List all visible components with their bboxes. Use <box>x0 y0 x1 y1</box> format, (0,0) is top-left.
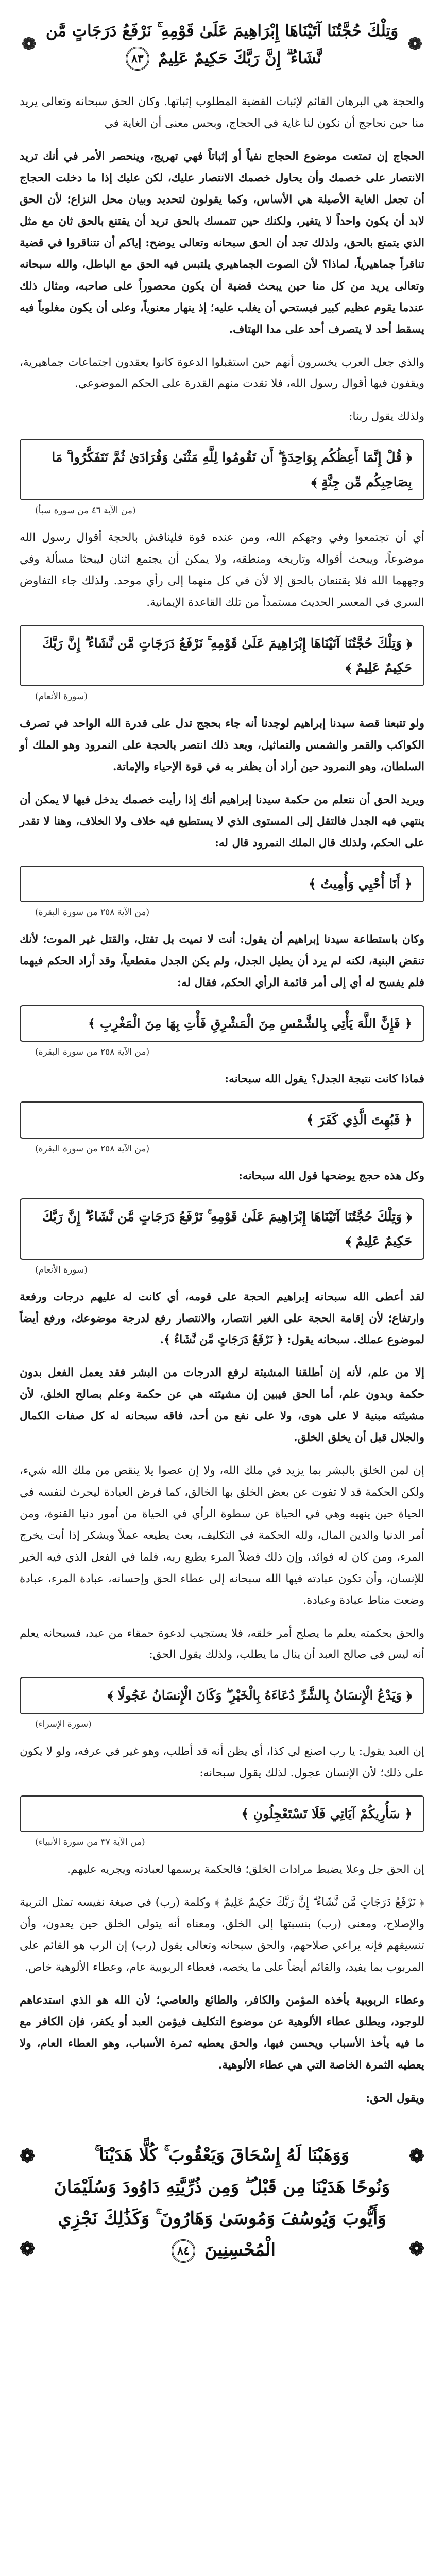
final-verse-line <box>50 2234 394 2266</box>
paragraph: الحجاج إن تمتعت موضوع الحجاج نفياً أو إثباتاً فهي تهريج، وينحصر الأمر في أنك تريد الانتصار على خصمك وأن يحاول خصمك الانتصار عليك، لكن عليك إذا ما دخلت الحجاج أن تجعل الغاية الأصيلة هي الأساس، وكما يقولون لتحديد وبيان محل النزاع؛ لأن الحق لابد أن يكون واحداً لا يتغير، ولكنك حين تتمسك بالحق تريد أن يقتنع بالحق ثان مع مثل الذي يتمتع بالحق، ولذلك تجد أن الحق سبحانه وتعالى يوضح: إياكم أن تتناقروا في قضية تناقراً جماهيرياً، لماذا؟ لأن الصوت الجماهيري يلتبس فيه الحق مع الباطل، والله سبحانه وتعالى يريد من كل منا حين يبحث قضية أن يكون محصوراً على صاحبه، ومثال ذلك عندما يقوم عظيم كبير فيستحي أن يغلب عليه؛ إذ ينهار معنوياً، وعلى أن يكون مغلوباً فيه يسقط أحد لا يتصرف أحد على مدا الهتاف. <box>20 150 424 336</box>
header-verse-text: وَتِلْكَ حُجَّتُنَا آتَيْنَاهَا إِبْرَاهِيمَ عَلَىٰ قَوْمِهِ ۚ نَرْفَعُ دَرَجَاتٍ مَّن نَّشَاءُ ۗ إِنَّ رَبَّكَ حَكِيمٌ عَلِيمٌ <box>45 22 399 67</box>
verse-reference: (من الآية ٤٦ من سورة سبأ) <box>35 505 136 516</box>
paragraph: ويريد الحق أن نتعلم من حكمة سيدنا إبراهيم أنك إذا رأيت خصمك يدخل فيها لا يمكن أن ينتهي فيه الجدل فالتقل إلى المستوى الذي لا يستطيع فيه خلاف ولا الخلاف، وهنا لا تقدر على الحكم، ولذلك قال الملك النمرود قال له: <box>20 793 424 850</box>
paragraph: ولذلك يقول ربنا: <box>349 410 424 423</box>
paragraph: والذي جعل العرب يخسرون أنهم حين استقبلوا الدعوة كانوا يعقدون اجتماعات جماهيرية، ويقفون فيها أقوال رسول الله، فلا تقدت منهم القدرة على الحكم الموضوعي. <box>20 355 424 391</box>
paragraph: أي أن تجتمعوا وفي وجهكم الله، ومن عنده قوة فليناقش بالحجة أقوال رسول الله موضوعاً، ويبحث أقواله وتاريخه ومنطقه، ولا يمكن أن يجتمع اثنان ليبحثا مسألة وفي وجههما الله فلا يقتنعان بالحق إلا لأن في كل منهما إلى رأي موحد. ولذلك جاء التفاوض السري في المعسر الحديث مستمداً من تلك القاعدة الإيمانية. <box>20 531 424 609</box>
ayah-number-badge: ٨٤ <box>172 2239 195 2263</box>
page <box>20 10 424 2576</box>
verse-reference: (من الآية ٢٥٨ من سورة البقرة) <box>35 1143 150 1154</box>
quran-quote: ﴿ فَإِنَّ اللَّهَ يَأْتِي بِالشَّمْسِ مِنَ الْمَشْرِقِ فَأْتِ بِهَا مِنَ الْمَغْرِبِ ﴾ <box>20 1005 424 1042</box>
paragraph: ويقول الحق: <box>366 2091 424 2105</box>
header-verse <box>20 10 424 79</box>
quran-quote: ﴿ وَتِلْكَ حُجَّتُنَا آتَيْنَاهَا إِبْرَاهِيمَ عَلَىٰ قَوْمِهِ ۚ نَرْفَعُ دَرَجَاتٍ مَّن نَّشَاءُ ۗ إِنَّ رَبَّكَ حَكِيمٌ عَلِيمٌ ﴾ <box>20 1198 424 1260</box>
final-verse <box>20 2129 424 2276</box>
final-verse-line: وَنُوحًا هَدَيْنَا مِن قَبْلُ ۖ وَمِن ذُرِّيَّتِهِ دَاوُودَ وَسُلَيْمَانَ <box>54 2176 390 2197</box>
verse-reference: (سورة الأنعام) <box>35 1264 88 1275</box>
final-verse-line: وَأَيُّوبَ وَيُوسُفَ وَمُوسَىٰ وَهَارُونَ ۚ وَكَذَٰلِكَ نَجْزِي <box>58 2208 386 2229</box>
ayah-number-badge: ٨٣ <box>126 47 149 71</box>
paragraph: وكان باستطاعة سيدنا إبراهيم أن يقول: أنت لا تميت بل تقتل، والقتل غير الموت؛ لأنك تنقض البنية، لكنه لم يرد أن يطيل الجدل، ولم يكن الجدل مقطعياً، وقد أراد الحكم فيهما فلم يفسح له أي إلى أمر قائمة الرأي الحكم، فقال له: <box>20 933 424 989</box>
quran-quote: ﴿ وَيَدْعُ الْإِنسَانُ بِالشَّرِّ دُعَاءَهُ بِالْخَيْرِ ۖ وَكَانَ الْإِنسَانُ عَجُولًا ﴾ <box>20 1677 424 1714</box>
paragraph: إن العبد يقول: يا رب اصنع لي كذا، أي يظن أنه قد أطلب، وهو غير في عرفه، ولو لا يكون على ذلك؛ لأن الإنسان عجول. لذلك يقول سبحانه: <box>20 1744 424 1780</box>
paragraph: والحق بحكمته يعلم ما يصلح أمر خلقه، فلا يستجيب لدعوة حمقاء من عبد، فسبحانه يعلم أنه ليس في صالح العبد أن ينال ما يطلب، ولذلك يقول الحق: <box>20 1626 424 1662</box>
ornament-icon: ❁ <box>20 2145 36 2167</box>
paragraph: ولو تتبعنا قصة سيدنا إبراهيم لوجدنا أنه جاء بحجج تدل على قدرة الله الواحد في تصرف الكواكب والقمر والشمس والتماثيل، وبعد ذلك انتصر بالحجة على النمرود وهو الملك أو السلطان، وهو النمرود حين أراد أن يظفر به في قوة الإحياء والإماتة. <box>20 717 424 773</box>
paragraph: وكل هذه حجج يوضحها قول الله سبحانه: <box>238 1169 424 1182</box>
verse-reference: (من الآية ٢٥٨ من سورة البقرة) <box>35 1047 150 1058</box>
quran-quote: ﴿ سَأُرِيكُمْ آيَاتِي فَلَا تَسْتَعْجِلُونِ ﴾ <box>20 1795 424 1833</box>
verse-reference: (من الآية ٣٧ من سورة الأنبياء) <box>35 1837 145 1848</box>
paragraph: لقد أعطى الله سبحانه إبراهيم الحجة على قومه، أي كانت له عليهم درجات ورفعة وارتفاع؛ لأن إقامة الحجة على الغير انتصار، والانتصار رفع لدرجة موضوعك، ورفع أيضاً لموضوع عملك. سبحانه يقول: ﴿ نَرْفَعُ دَرَجَاتٍ مَّن نَّشَاءُ ﴾. <box>20 1290 424 1347</box>
final-verse-line: وَوَهَبْنَا لَهُ إِسْحَاقَ وَيَعْقُوبَ ۚ كُلًّا هَدَيْنَا ۚ <box>94 2145 350 2166</box>
quran-quote: ﴿ قُلْ إِنَّمَا أَعِظُكُم بِوَاحِدَةٍ ۖ أَن تَقُومُوا لِلَّهِ مَثْنَىٰ وَفُرَادَىٰ ثُمَّ تَتَفَكَّرُوا ۚ مَا بِصَاحِبِكُم مِّن جِنَّةٍ ﴾ <box>20 439 424 500</box>
final-verse-last-word: الْمُحْسِنِينَ <box>204 2239 276 2260</box>
verse-reference: (سورة الأنعام) <box>35 691 88 702</box>
paragraph: إلا من علم، لأنه إن أطلقنا المشيئة لرفع الدرجات من البشر فقد يعمل الفعل بدون حكمة وبدون علم، أما الحق فيبين إن مشيئته هي عن حكمة وعلم بصالح الخلق، لأن مشيئته مبنية لا على هوى، ولا على نفع من أحد، فاقه سبحانه له كل صفات الكمال والجلال قبل أن يخلق الخلق. <box>20 1366 424 1445</box>
paragraph: ﴿ نَرْفَعُ دَرَجَاتٍ مَّن نَّشَاءُ ۗ إِنَّ رَبَّكَ حَكِيمٌ عَلِيمٌ ﴾ وكلمة (رب) في صيغة نفيسه تمثل التربية والإصلاح، ومعنى (رب) بنسبتها إلى الخلق، ومعناه أنه يتولى الخلق حين يعدون، وأن تنسيقهم فإنه يراعي صلاحهم، والحق سبحانه وتعالى يقول (رب) إن الرب هو القائم على المربوب بما يفيد، والقائم أيضاً على ما يخصه، فعطاء الربوبية عام، وعطاء الألوهية خاص. <box>20 1896 424 1974</box>
quran-quote: ﴿ وَتِلْكَ حُجَّتُنَا آتَيْنَاهَا إِبْرَاهِيمَ عَلَىٰ قَوْمِهِ ۚ نَرْفَعُ دَرَجَاتٍ مَّن نَّشَاءُ ۗ إِنَّ رَبَّكَ حَكِيمٌ عَلِيمٌ ﴾ <box>20 625 424 686</box>
paragraph: إن الحق جل وعلا يضبط مرادات الخلق؛ فالحكمة يرسمها لعبادته ويجريه عليهم. <box>67 1863 424 1876</box>
paragraph: وعطاء الربوبية يأخذه المؤمن والكافر، والطائع والعاصي؛ لأن الله هو الذي استدعاهم للوجود، ويطلق عطاء الألوهية عن موضوع التكليف فيؤمن العبد أو يكفر، فإن الكافر مع ما فيه يأخذ الأسباب ويحسن فيها، والحق يعطيه ثمرة الأسباب، وهو العطاء العام، ولا يعطيه الثمرة الخاصة التي هي عطاء الألوهية. <box>20 1993 424 2072</box>
ornament-icon: ❁ <box>408 2145 424 2167</box>
paragraph: إن لمن الخلق بالبشر بما يزيد في ملك الله، ولا إن عصوا يلا ينقص من ملك الله شيء، ولكن الحكمة قد لا تفوت عن بعض الخلق بها الخالق، كما فرض العبادة ليحرث لنفسه في الحياة حين ينهيه وهي في الحياة عن سطوة الرأي في الحياة من أمور دنيا القنوة، ومن أمر الدنيا والدين المال، ولله الحكمة في التكليف، بعث يطيعه عملاً ويشكر إذا أبت يخرج المرء، ومن كان له فوائد، وإن ذلك فضلاً المرء يطيع ربه، فلما في الفعل الذي فيه الخير للإنسان، وأن تكون عبادته فيها الله سبحانه إلى عطاء الحق وإحسانه، عبادة المرء، عبادة وضعت مناط عبادة وعبادة. <box>20 1464 424 1607</box>
ornament-icon: ❁ <box>20 2238 36 2260</box>
ornament-icon: ❁ <box>407 33 422 55</box>
paragraph: فماذا كانت نتيجة الجدل؟ يقول الله سبحانه: <box>225 1073 424 1086</box>
verse-reference: (من الآية ٢٥٨ من سورة البقرة) <box>35 907 150 918</box>
verse-reference: (سورة الإسراء) <box>35 1719 92 1730</box>
ornament-icon: ❁ <box>408 2238 424 2260</box>
quran-quote: ﴿ أَنَا أُحْيِي وَأُمِيتُ ﴾ <box>20 866 424 903</box>
paragraph: والحجة هي البرهان القائم لإثبات القضية المطلوب إثباتها. وكان الحق سبحانه وتعالى يريد منا حين نحاجج أن نكون لنا غاية في الحجاج، وبحس معنى أن الغاية في <box>20 95 424 130</box>
ornament-icon: ❁ <box>22 33 37 55</box>
quran-quote: ﴿ فَبُهِتَ الَّذِي كَفَرَ ﴾ <box>20 1101 424 1139</box>
